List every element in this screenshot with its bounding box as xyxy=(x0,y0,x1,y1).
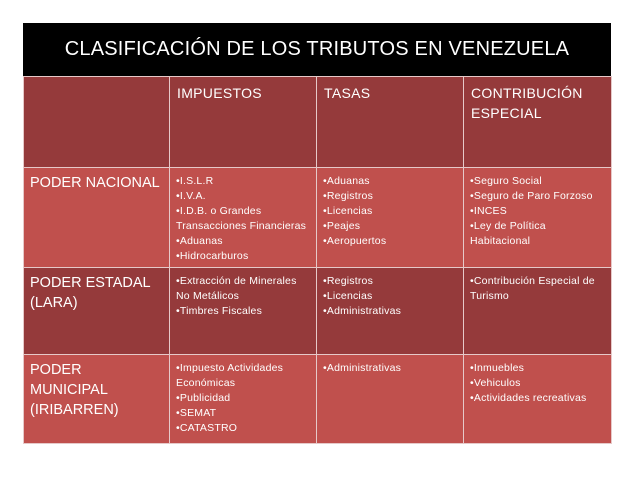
cell-impuestos xyxy=(170,268,317,355)
list-item: •Hidrocarburos xyxy=(176,250,249,262)
list-item: •Timbres Fiscales xyxy=(176,305,263,317)
header-impuestos xyxy=(170,77,317,168)
cell-contribucion xyxy=(464,268,612,355)
header-empty-cell xyxy=(24,77,170,168)
list-item: •Registros xyxy=(323,275,374,287)
list-item: •I.S.L.R xyxy=(176,175,214,187)
header-tasas-label: TASAS xyxy=(324,85,371,101)
list-item: •Peajes xyxy=(323,220,361,232)
list-item: •Licencias xyxy=(323,290,373,302)
table-row xyxy=(24,355,612,444)
list-item: •Aduanas xyxy=(176,235,223,247)
list-item: •Aduanas xyxy=(323,175,370,187)
list-item: •Publicidad xyxy=(176,392,231,404)
list-item: •Licencias xyxy=(323,205,373,217)
list-item: •Inmuebles xyxy=(470,362,525,374)
list-item: •Seguro Social xyxy=(470,175,542,187)
list-item: •Administrativas xyxy=(323,362,402,374)
header-impuestos-label: IMPUESTOS xyxy=(177,85,262,101)
list-item: •Extracción de Minerales No Metálicos xyxy=(176,275,297,302)
cell-impuestos xyxy=(170,168,317,268)
header-tasas xyxy=(317,77,464,168)
list-item: •I.V.A. xyxy=(176,190,206,202)
table-header-row xyxy=(24,77,612,168)
header-contribucion-label-line2: ESPECIAL xyxy=(471,105,542,121)
cell-tasas xyxy=(317,355,464,444)
list-item: •Registros xyxy=(323,190,374,202)
row-label-nacional xyxy=(24,168,170,268)
cell-tasas xyxy=(317,168,464,268)
list-item: •Administrativas xyxy=(323,305,402,317)
header-contribucion xyxy=(464,77,612,168)
row-label-line: PODER xyxy=(30,362,82,378)
list-item: •SEMAT xyxy=(176,407,217,419)
row-label-line: (LARA) xyxy=(30,295,78,311)
list-item: •Contribución Especial de Turismo xyxy=(470,275,595,302)
list-item: •Aeropuertos xyxy=(323,235,387,247)
list-item: •Ley de Política Habitacional xyxy=(470,220,546,247)
table-row xyxy=(24,268,612,355)
list-item: •Seguro de Paro Forzoso xyxy=(470,190,593,202)
list-item: •INCES xyxy=(470,205,507,217)
list-item: •Actividades recreativas xyxy=(470,392,587,404)
row-label-municipal xyxy=(24,355,170,444)
cell-contribucion xyxy=(464,168,612,268)
row-label-line: MUNICIPAL xyxy=(30,382,108,398)
list-item: •Impuesto Actividades Económicas xyxy=(176,362,284,389)
tributos-table xyxy=(23,76,612,444)
cell-tasas xyxy=(317,268,464,355)
row-label-estadal xyxy=(24,268,170,355)
row-label-line: (IRIBARREN) xyxy=(30,402,119,418)
row-label-line: PODER ESTADAL xyxy=(30,275,151,291)
cell-impuestos xyxy=(170,355,317,444)
list-item: •Vehiculos xyxy=(470,377,521,389)
row-label-line: PODER NACIONAL xyxy=(30,175,160,191)
cell-contribucion xyxy=(464,355,612,444)
header-contribucion-label-line1: CONTRIBUCIÓN xyxy=(471,85,583,101)
list-item: •I.D.B. o Grandes Transacciones Financieras xyxy=(176,205,307,232)
table-row xyxy=(24,168,612,268)
list-item: •CATASTRO xyxy=(176,422,238,434)
slide-title: CLASIFICACIÓN DE LOS TRIBUTOS EN VENEZUELA xyxy=(23,23,611,76)
